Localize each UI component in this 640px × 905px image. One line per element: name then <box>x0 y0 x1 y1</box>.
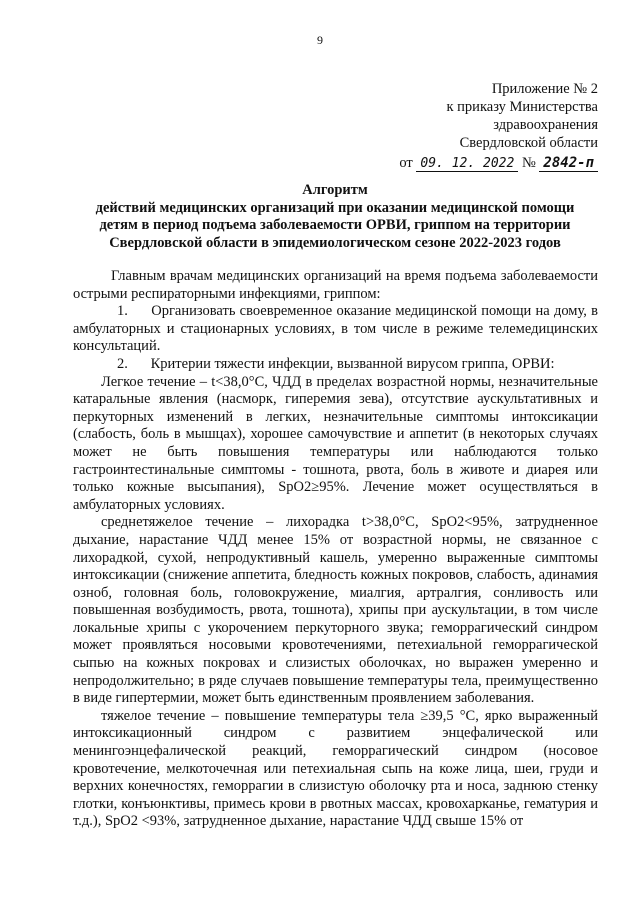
intro-paragraph: Главным врачам медицинских организаций на время подъема заболеваемости острыми респираторными инфекциями, гриппом: <box>73 268 598 302</box>
list-item-1 <box>73 303 598 356</box>
appendix-line: Приложение № 2 <box>491 81 598 97</box>
list-item-2 <box>73 356 598 374</box>
appendix-line: Свердловской области <box>459 135 598 151</box>
document-title <box>70 182 600 252</box>
appendix-header <box>399 80 598 173</box>
appendix-line: здравоохранения <box>493 117 598 133</box>
moderate-course-paragraph: среднетяжелое течение – лихорадка t>38,0°С, SpO2<95%, затрудненное дыхание, нарастание ЧДД менее 15% от возрастной нормы, не связанное с лихорадкой, сухой, непродуктивный кашель, умеренно выраженные симптомы интоксикации (снижение аппетита, бледность кожных покровов, слабость, адинамия озноб, головная боль, головокружение, миалгия, артралгия, сонливость или повышенная возбудимость, рвота, тошнота), хрипы при аускультации, в том числе локальные хрипы с укорочением перкуторного звука; геморрагический синдром может проявляться носовыми кровотечениями, петехиальной геморрагической сыпью на кожных покровах и слизистых оболочках, но выражен умеренно и непродолжительно; в ряде случаев повышение температуры тела, преимущественно в виде гипертермии, может быть единственным проявлением заболевания. <box>73 514 598 707</box>
order-number: 2842-п <box>539 155 598 172</box>
order-date-line <box>399 154 598 173</box>
appendix-line: к приказу Министерства <box>446 99 598 115</box>
list-item-number: 1. <box>117 303 128 320</box>
title-line: Алгоритм <box>302 182 368 198</box>
title-line: детям в период подъема заболеваемости ОРВИ, гриппом на территории <box>99 217 571 233</box>
document-body <box>73 268 598 831</box>
number-prefix: № <box>521 155 536 171</box>
mild-course-paragraph: Легкое течение – t<38,0°С, ЧДД в пределах возрастной нормы, незначительные катаральные явления (насморк, гиперемия зева), отсутствие аускультативных и перкуторных изменений в легких, незначительные симптомы интоксикации (слабость, боль в мышцах), хорошее самочувствие и аппетит (в некоторых случаях может не быть повышения температуры или наблюдаются только гастроинтестинальные симптомы - тошнота, рвота, боль в животе и диарея или только кожные высыпания), SpO2≥95%. Лечение может осуществляться в амбулаторных условиях. <box>73 373 598 513</box>
list-item-text: Организовать своевременное оказание медицинской помощи на дому, в амбулаторных и стационарных условиях, в том числе в режиме телемедицинских консультаций. <box>73 303 598 355</box>
title-line: Свердловской области в эпидемиологическом сезоне 2022-2023 годов <box>109 234 561 251</box>
date-prefix: от <box>399 155 413 171</box>
page-number: 9 <box>317 33 323 47</box>
list-item-number: 2. <box>117 355 128 372</box>
order-date: 09. 12. 2022 <box>416 156 518 172</box>
list-item-text: Критерии тяжести инфекции, вызванной вирусом гриппа, ОРВИ: <box>150 355 555 372</box>
severe-course-paragraph: тяжелое течение – повышение температуры тела ≥39,5 °С, ярко выраженный интоксикационный синдром с развитием энцефалической или менингоэнцефалической реакций, геморрагический синдром (носовое кровотечение, мелкоточечная или петехиальная сыпь на коже лица, шеи, груди и верхних конечностях, геморрагии в слизистую оболочку рта и носа, заднюю стенку глотки, конъюнктивы, примесь крови в рвотных массах, кровохарканье, гематурия и т.д.), SpO2 <93%, затрудненное дыхание, нарастание ЧДД свыше 15% от <box>73 707 598 830</box>
title-line: действий медицинских организаций при оказании медицинской помощи <box>95 199 575 216</box>
